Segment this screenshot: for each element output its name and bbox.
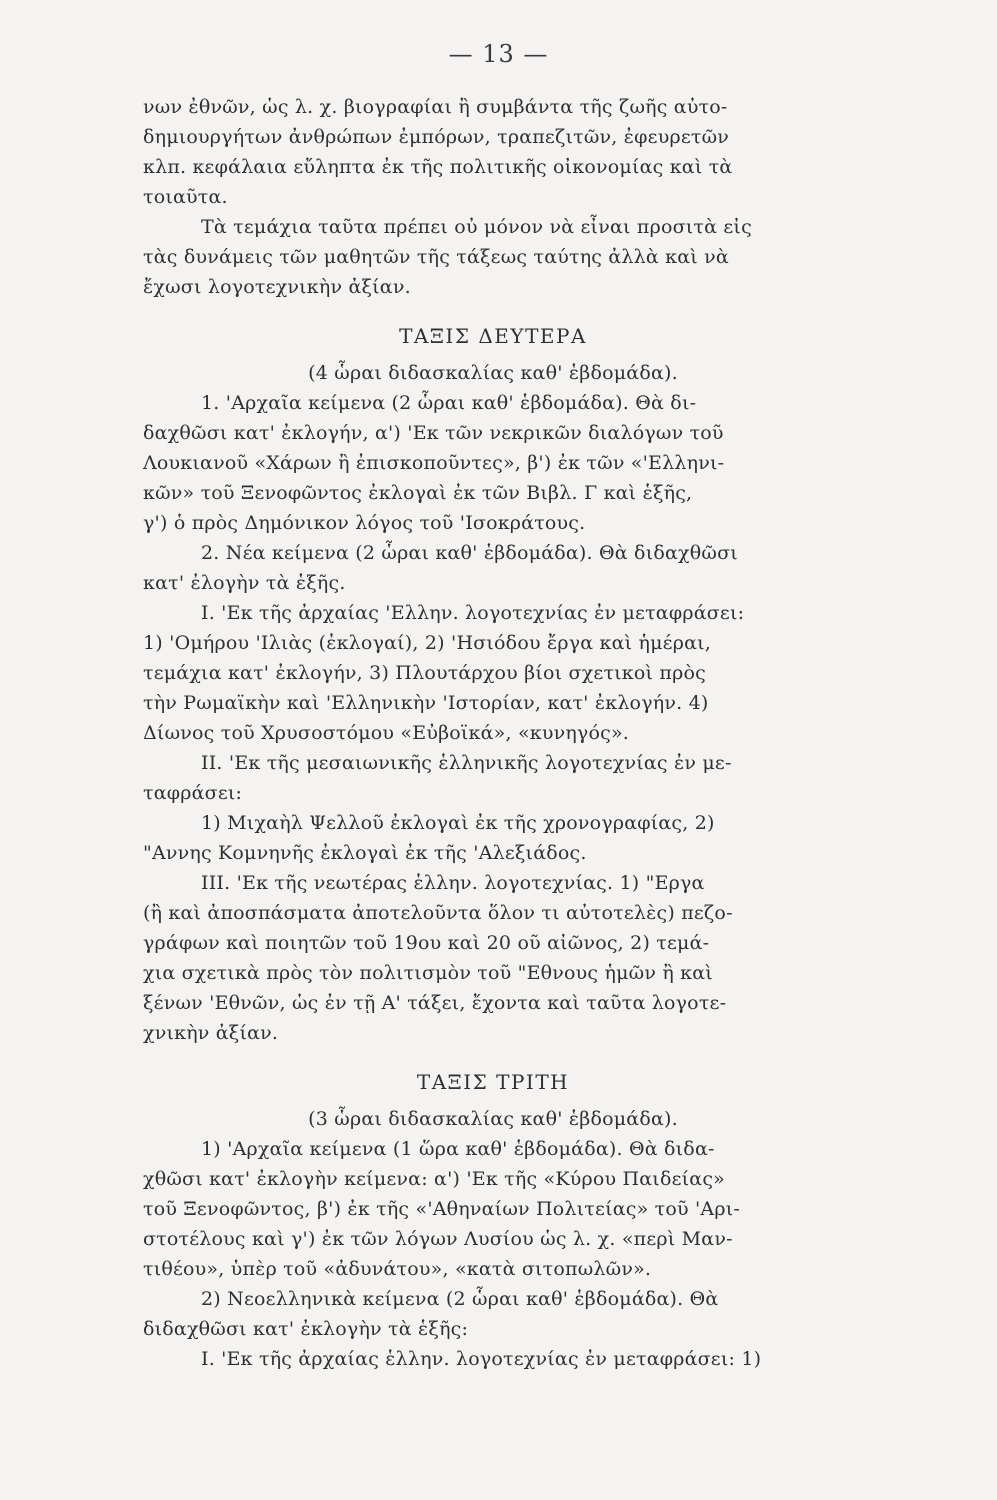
paragraph: [143, 598, 843, 748]
text-line: II. 'Εκ τῆς μεσαιωνικῆς ἑλληνικῆς λογοτεχνίας ἐν με-: [201, 752, 732, 774]
text-line: γ') ὁ πρὸς Δημόνικον λόγος τοῦ 'Ισοκράτους.: [143, 512, 586, 534]
text-line: κλπ. κεφάλαια εὔληπτα ἐκ τῆς πολιτικῆς οἰκονομίας καὶ τὰ: [143, 156, 733, 178]
section-heading-third-class: ΤΑΞΙΣ ΤΡΙΤΗ: [416, 1070, 570, 1094]
page-body: [143, 92, 843, 1374]
text-line: τὰς δυνάμεις τῶν μαθητῶν τῆς τάξεως ταύτης ἀλλὰ καὶ νὰ: [143, 246, 729, 268]
text-line: τεμάχια κατ' ἐκλογήν, 3) Πλουτάρχου βίοι σχετικοὶ πρὸς: [143, 662, 706, 684]
text-line: 1) 'Αρχαῖα κείμενα (1 ὥρα καθ' ἑβδομάδα). Θὰ διδα-: [201, 1138, 715, 1160]
text-line: κῶν» τοῦ Ξενοφῶντος ἐκλογαὶ ἐκ τῶν Βιβλ. Γ καὶ ἑξῆς,: [143, 482, 693, 504]
paragraph: [143, 388, 843, 538]
text-line: ἔχωσι λογοτεχνικὴν ἀξίαν.: [143, 276, 411, 298]
paragraph: [143, 868, 843, 1048]
text-line: Λουκιανοῦ «Χάρων ἢ ἐπισκοποῦντες», β') ἐκ τῶν «'Ελληνι-: [143, 452, 725, 474]
text-line: χια σχετικὰ πρὸς τὸν πολιτισμὸν τοῦ "Εθνους ἡμῶν ἢ καὶ: [143, 962, 713, 984]
text-line: 2. Νέα κείμενα (2 ὧραι καθ' ἑβδομάδα). Θὰ διδαχθῶσι: [201, 542, 738, 564]
text-line: I. 'Εκ τῆς ἀρχαίας 'Ελλην. λογοτεχνίας ἐν μεταφράσει:: [201, 602, 745, 624]
text-line: στοτέλους καὶ γ') ἐκ τῶν λόγων Λυσίου ὡς λ. χ. «περὶ Μαν-: [143, 1228, 733, 1250]
paragraph: [143, 1134, 843, 1284]
paragraph: [143, 808, 843, 868]
text-line: III. 'Εκ τῆς νεωτέρας ἑλλην. λογοτεχνίας. 1) "Εργα: [201, 872, 705, 894]
text-line: τοῦ Ξενοφῶντος, β') ἐκ τῆς «'Αθηναίων Πολιτείας» τοῦ 'Αρι-: [143, 1198, 740, 1220]
section-subheading-second-class: (4 ὧραι διδασκαλίας καθ' ἑβδομάδα).: [308, 362, 678, 384]
text-line: 1) 'Ομήρου 'Ιλιὰς (ἐκλογαί), 2) 'Ησιόδου ἔργα καὶ ἡμέραι,: [143, 632, 712, 654]
text-line: ταφράσει:: [143, 782, 243, 804]
page-number: — 13 —: [448, 40, 549, 68]
paragraph: [143, 1344, 843, 1374]
text-line: ξένων 'Εθνῶν, ὡς ἐν τῇ Α' τάξει, ἔχοντα καὶ ταῦτα λογοτε-: [143, 992, 727, 1014]
text-line: γράφων καὶ ποιητῶν τοῦ 19ου καὶ 20 οῦ αἰῶνος, 2) τεμά-: [143, 932, 710, 954]
text-line: τοιαῦτα.: [143, 186, 228, 208]
text-line: I. 'Εκ τῆς ἀρχαίας ἑλλην. λογοτεχνίας ἐν μεταφράσει: 1): [201, 1348, 762, 1370]
text-line: Δίωνος τοῦ Χρυσοστόμου «Εὐβοϊκά», «κυνηγός».: [143, 722, 630, 744]
text-line: χνικὴν ἀξίαν.: [143, 1022, 279, 1044]
text-line: νων ἐθνῶν, ὡς λ. χ. βιογραφίαι ἢ συμβάντα τῆς ζωῆς αὐτο-: [143, 96, 728, 118]
text-line: "Αννης Κομνηνῆς ἐκλογαὶ ἐκ τῆς 'Αλεξιάδος.: [143, 842, 587, 864]
text-line: (ἢ καὶ ἀποσπάσματα ἀποτελοῦντα ὅλον τι αὐτοτελὲς) πεζο-: [143, 902, 733, 924]
text-line: δαχθῶσι κατ' ἐκλογήν, α') 'Εκ τῶν νεκρικῶν διαλόγων τοῦ: [143, 422, 724, 444]
text-line: κατ' ἐλογὴν τὰ ἑξῆς.: [143, 572, 346, 594]
section-heading-second-class: ΤΑΞΙΣ ΔΕΥΤΕΡΑ: [399, 324, 587, 348]
text-line: δημιουργήτων ἀνθρώπων ἐμπόρων, τραπεζιτῶν, ἐφευρετῶν: [143, 126, 730, 148]
paragraph: [143, 212, 843, 302]
section-subheading-third-class: (3 ὧραι διδασκαλίας καθ' ἑβδομάδα).: [308, 1108, 678, 1130]
text-line: Τὰ τεμάχια ταῦτα πρέπει οὐ μόνον νὰ εἶναι προσιτὰ εἰς: [201, 216, 752, 238]
text-line: τὴν Ρωμαϊκὴν καὶ 'Ελληνικὴν 'Ιστορίαν, κατ' ἐκλογήν. 4): [143, 692, 709, 714]
paragraph: [143, 748, 843, 808]
paragraph: [143, 1284, 843, 1344]
text-line: χθῶσι κατ' ἐκλογὴν κείμενα: α') 'Εκ τῆς «Κύρου Παιδείας»: [143, 1168, 725, 1190]
text-line: 1) Μιχαὴλ Ψελλοῦ ἐκλογαὶ ἐκ τῆς χρονογραφίας, 2): [201, 812, 715, 834]
text-line: τιθέου», ὑπὲρ τοῦ «ἀδυνάτου», «κατὰ σιτοπωλῶν».: [143, 1258, 652, 1280]
paragraph: [143, 92, 843, 212]
text-line: 2) Νεοελληνικὰ κείμενα (2 ὧραι καθ' ἑβδομάδα). Θὰ: [201, 1288, 719, 1310]
paragraph: [143, 538, 843, 598]
text-line: 1. 'Αρχαῖα κείμενα (2 ὧραι καθ' ἑβδομάδα). Θὰ δι-: [201, 392, 697, 414]
text-line: διδαχθῶσι κατ' ἐκλογὴν τὰ ἑξῆς:: [143, 1318, 469, 1340]
